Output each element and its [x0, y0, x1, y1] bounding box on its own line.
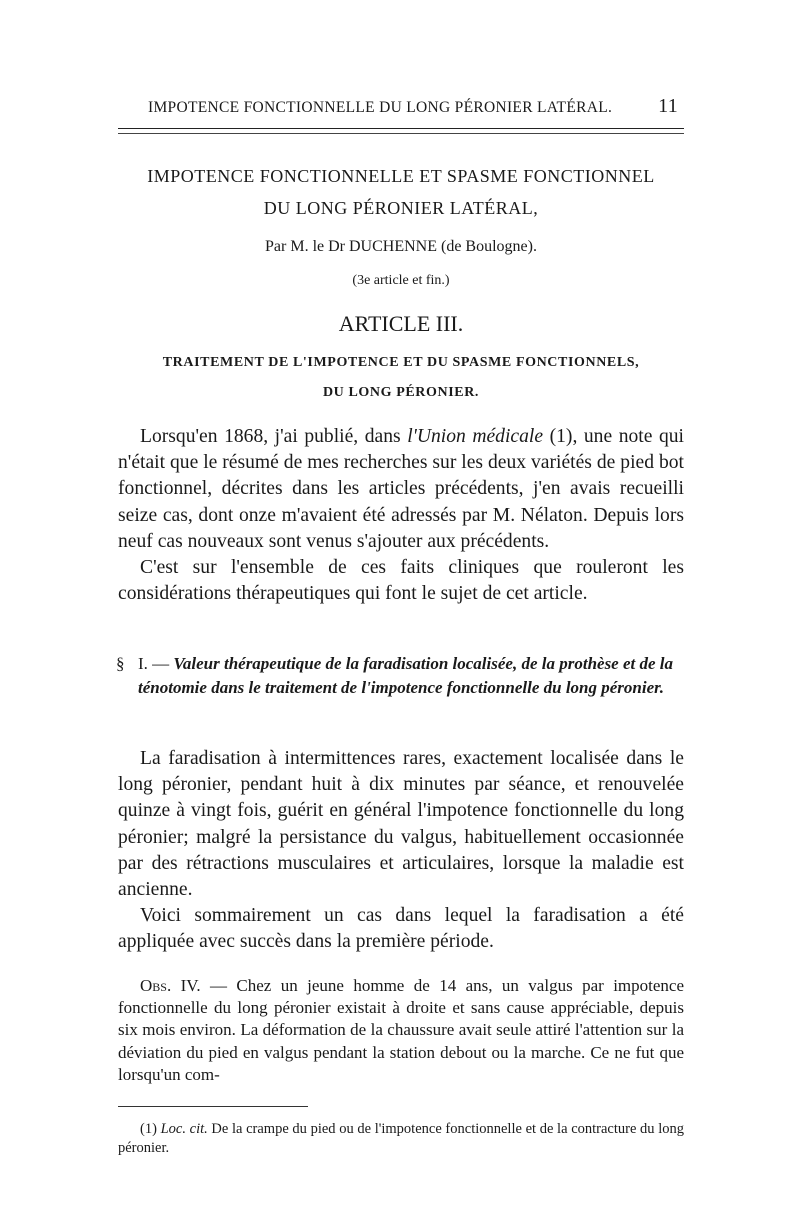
footnote-text: De la crampe du pied ou de l'impotence fonctionnelle et de la contracture du long péronier. [118, 1121, 684, 1156]
body-text-intro [118, 424, 684, 607]
paragraph-1 [118, 424, 684, 555]
journal-title: l'Union médicale [407, 426, 544, 447]
section-heading [116, 652, 684, 699]
observation-text: — Chez un jeune homme de 14 ans, un valgus par impotence fonctionnelle du long péronier existait à droite et sans cause appréciable, depuis six mois environ. La déformation de la chaussure avait seule attiré l'attention sur la déviation du pied en valgus pendant la station debout ou la marche. Ce ne fut que lorsqu'un com- [118, 976, 685, 1084]
section-mark: § [116, 654, 125, 673]
running-head-title: IMPOTENCE FONCTIONNELLE DU LONG PÉRONIER LATÉRAL. [148, 99, 613, 116]
observation-block [118, 975, 684, 1086]
footnote-citation: Loc. cit. [160, 1121, 208, 1137]
article-title-line-1: IMPOTENCE FONCTIONNELLE ET SPASME FONCTIONNEL [147, 166, 655, 186]
article-author: Par M. le Dr DUCHENNE (de Boulogne). [265, 238, 537, 255]
paragraph-1-rest: (1), une note qui n'était que le résumé de mes recherches sur les deux variétés de pied bot fonctionnel, décrites dans les articles précédents, j'en avais recueilli seize cas, dont onze m'avaient été adressés par M. Nélaton. Depuis lors neuf cas nouveaux sont venus s'ajouter aux précédents. [118, 426, 684, 552]
paragraph-2: C'est sur l'ensemble de ces faits cliniques que rouleront les considérations thérapeutiques qui font le sujet de cet article. [118, 557, 684, 605]
body-text-main [118, 746, 684, 956]
paragraph-1-start: Lorsqu'en 1868, j'ai publié, dans [140, 426, 408, 447]
observation-label: Obs. IV. [140, 976, 201, 995]
running-head [118, 97, 684, 121]
article-title-line-2: DU LONG PÉRONIER LATÉRAL, [263, 198, 539, 218]
header-rule-secondary [118, 133, 684, 134]
footnote [118, 1120, 684, 1158]
article-subtitle-line-1: TRAITEMENT DE L'IMPOTENCE ET DU SPASME FONCTIONNELS, [162, 355, 640, 370]
section-title: Valeur thérapeutique de la faradisation localisée, de la prothèse et de la ténotomie dans le traitement de l'impotence fonctionnelle du long péronier. [138, 654, 674, 697]
header-rule [118, 128, 684, 129]
footnote-rule [118, 1106, 308, 1107]
paragraph-3: La faradisation à intermittences rares, exactement localisée dans le long péronier, pendant huit à dix minutes par séance, et renouvelée quinze à vingt fois, guérit en général l'impotence fonctionnelle du long péronier; malgré la persistance du valgus, habituellement occasionnée par des rétractions musculaires et articulaires, lorsque la maladie est ancienne. [118, 748, 684, 901]
article-subtitle-line-2: DU LONG PÉRONIER. [322, 385, 480, 400]
footnote-paragraph [118, 1120, 684, 1158]
observation-paragraph [118, 975, 684, 1086]
article-part-note: (3e article et fin.) [352, 273, 450, 288]
page-number: 11 [658, 95, 678, 117]
paragraph-4: Voici sommairement un cas dans lequel la faradisation a été appliquée avec succès dans la première période. [118, 905, 684, 953]
section-number: I. — [138, 654, 170, 673]
article-heading: ARTICLE III. [338, 311, 464, 336]
footnote-marker: (1) [140, 1121, 157, 1137]
